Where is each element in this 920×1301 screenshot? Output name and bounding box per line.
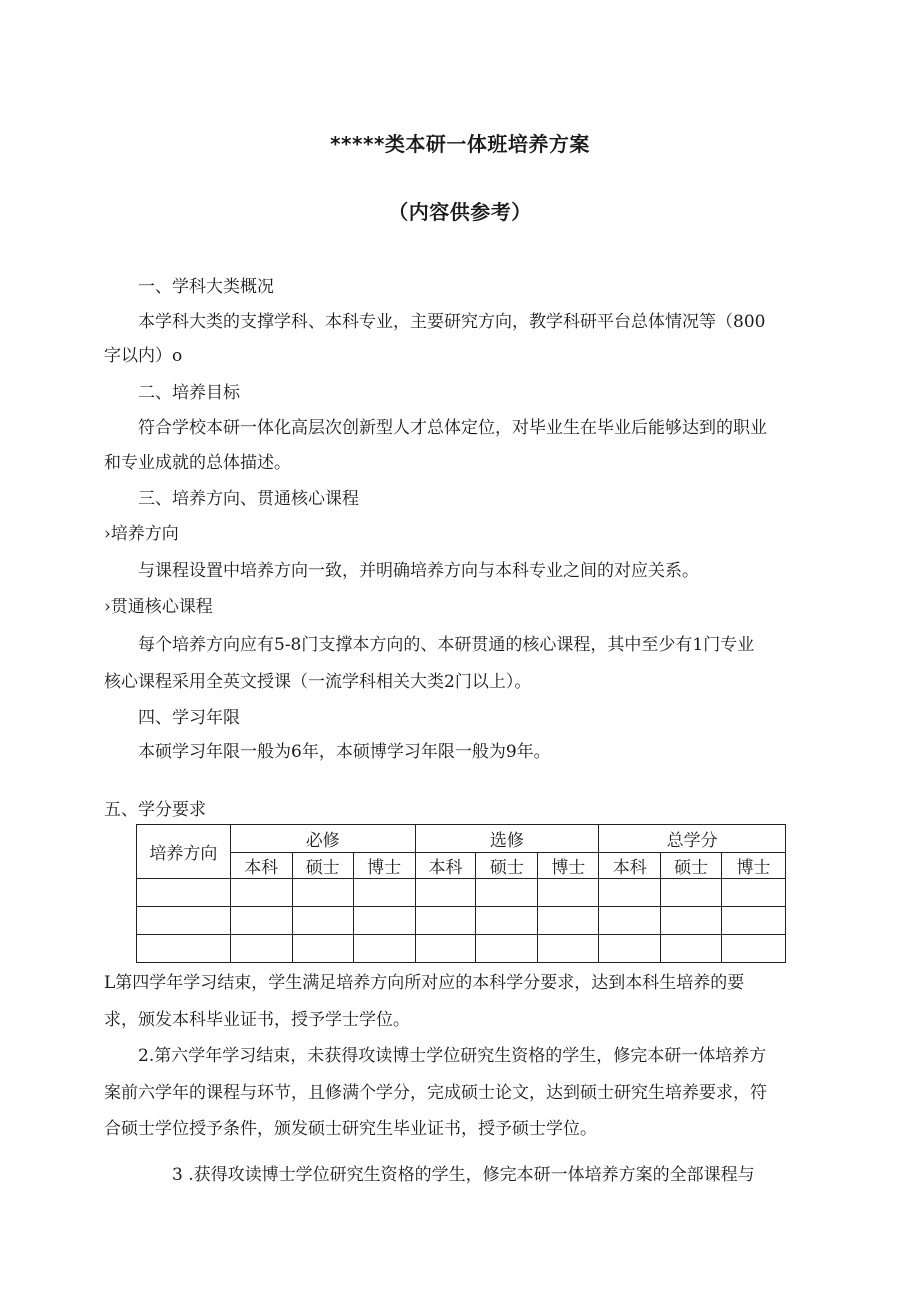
table-cell: [353, 879, 415, 907]
table-subheader-row: [137, 853, 786, 879]
subheader-bachelor: 本科: [599, 853, 661, 879]
subheader-doctor: 博士: [353, 853, 415, 879]
subheader-bachelor: 本科: [230, 853, 292, 879]
table-cell: [230, 907, 292, 935]
table-cell: [353, 935, 415, 963]
subheader-master: 硕士: [292, 853, 353, 879]
note-2-line-1: 2.第六学年学习结束，未获得攻读博士学位研究生资格的学生，修完本研一体培养方: [138, 1046, 767, 1066]
table-cell: [415, 935, 476, 963]
table-cell: [538, 907, 599, 935]
section-1-paragraph-line-1: 本学科大类的支撑学科、本科专业，主要研究方向，教学科研平台总体情况等（800: [138, 312, 766, 332]
credit-requirements-table: [136, 824, 786, 963]
table-cell: [230, 879, 292, 907]
table-row: [137, 907, 786, 935]
section-1-paragraph-line-2: 字以内）o: [104, 346, 183, 366]
header-group-total: 总学分: [599, 825, 786, 853]
table-cell: [230, 935, 292, 963]
section-3-subheading-direction: ›培养方向: [104, 524, 179, 544]
section-2-paragraph-line-1: 符合学校本研一体化高层次创新型人才总体定位，对毕业生在毕业后能够达到的职业: [138, 418, 767, 438]
section-3-direction-paragraph: 与课程设置中培养方向一致，并明确培养方向与本科专业之间的对应关系。: [138, 561, 699, 581]
note-3-line-1: 3 .获得攻读博士学位研究生资格的学生，修完本研一体培养方案的全部课程与: [172, 1165, 755, 1185]
table-cell: [476, 907, 538, 935]
table-cell: [661, 879, 722, 907]
section-4-heading: 四、学习年限: [138, 708, 240, 728]
note-1-line-1: L第四学年学习结束，学生满足培养方向所对应的本科学分要求，达到本科生培养的要: [104, 973, 745, 993]
table-cell: [137, 907, 231, 935]
table-row: [137, 935, 786, 963]
section-3-subheading-core-courses: ›贯通核心课程: [104, 597, 213, 617]
note-2-line-3: 合硕士学位授予条件，颁发硕士研究生毕业证书，授予硕士学位。: [104, 1119, 597, 1139]
subheader-master: 硕士: [476, 853, 538, 879]
header-group-elective: 选修: [415, 825, 599, 853]
note-2-line-2: 案前六学年的课程与环节，且修满个学分，完成硕士论文，达到硕士研究生培养要求，符: [104, 1083, 767, 1103]
table-row: [137, 879, 786, 907]
document-title: *****类本研一体班培养方案: [330, 132, 590, 156]
section-2-paragraph-line-2: 和专业成就的总体描述。: [104, 453, 291, 473]
note-1-line-2: 求，颁发本科毕业证书，授予学士学位。: [104, 1010, 410, 1030]
table-cell: [292, 935, 353, 963]
table-header-row: [137, 825, 786, 853]
subheader-master: 硕士: [661, 853, 722, 879]
subheader-doctor: 博士: [538, 853, 599, 879]
section-2-heading: 二、培养目标: [138, 383, 240, 403]
table-cell: [661, 935, 722, 963]
section-3-heading: 三、培养方向、贯通核心课程: [138, 489, 359, 509]
table-cell: [292, 879, 353, 907]
section-4-paragraph: 本硕学习年限一般为6年，本硕博学习年限一般为9年。: [138, 742, 551, 762]
table-cell: [538, 935, 599, 963]
table-cell: [353, 907, 415, 935]
section-3-core-paragraph-line-2: 核心课程采用全英文授课（一流学科相关大类2门以上）。: [104, 672, 532, 692]
subheader-bachelor: 本科: [415, 853, 476, 879]
table-cell: [476, 879, 538, 907]
table-cell: [415, 879, 476, 907]
table-cell: [415, 907, 476, 935]
table-cell: [538, 879, 599, 907]
table-cell: [599, 879, 661, 907]
table-cell: [137, 935, 231, 963]
table-cell: [722, 907, 786, 935]
table-cell: [599, 935, 661, 963]
document-subtitle: （内容供参考）: [388, 200, 532, 224]
table-cell: [476, 935, 538, 963]
table-cell: [292, 907, 353, 935]
header-direction: 培养方向: [137, 825, 231, 879]
header-group-required: 必修: [230, 825, 415, 853]
section-1-heading: 一、学科大类概况: [138, 277, 274, 297]
table-cell: [661, 907, 722, 935]
table-cell: [722, 879, 786, 907]
table-cell: [722, 935, 786, 963]
table-cell: [137, 879, 231, 907]
section-3-core-paragraph-line-1: 每个培养方向应有5-8门支撑本方向的、本研贯通的核心课程，其中至少有1门专业: [138, 635, 755, 655]
section-5-heading: 五、学分要求: [104, 800, 206, 820]
subheader-doctor: 博士: [722, 853, 786, 879]
table-cell: [599, 907, 661, 935]
